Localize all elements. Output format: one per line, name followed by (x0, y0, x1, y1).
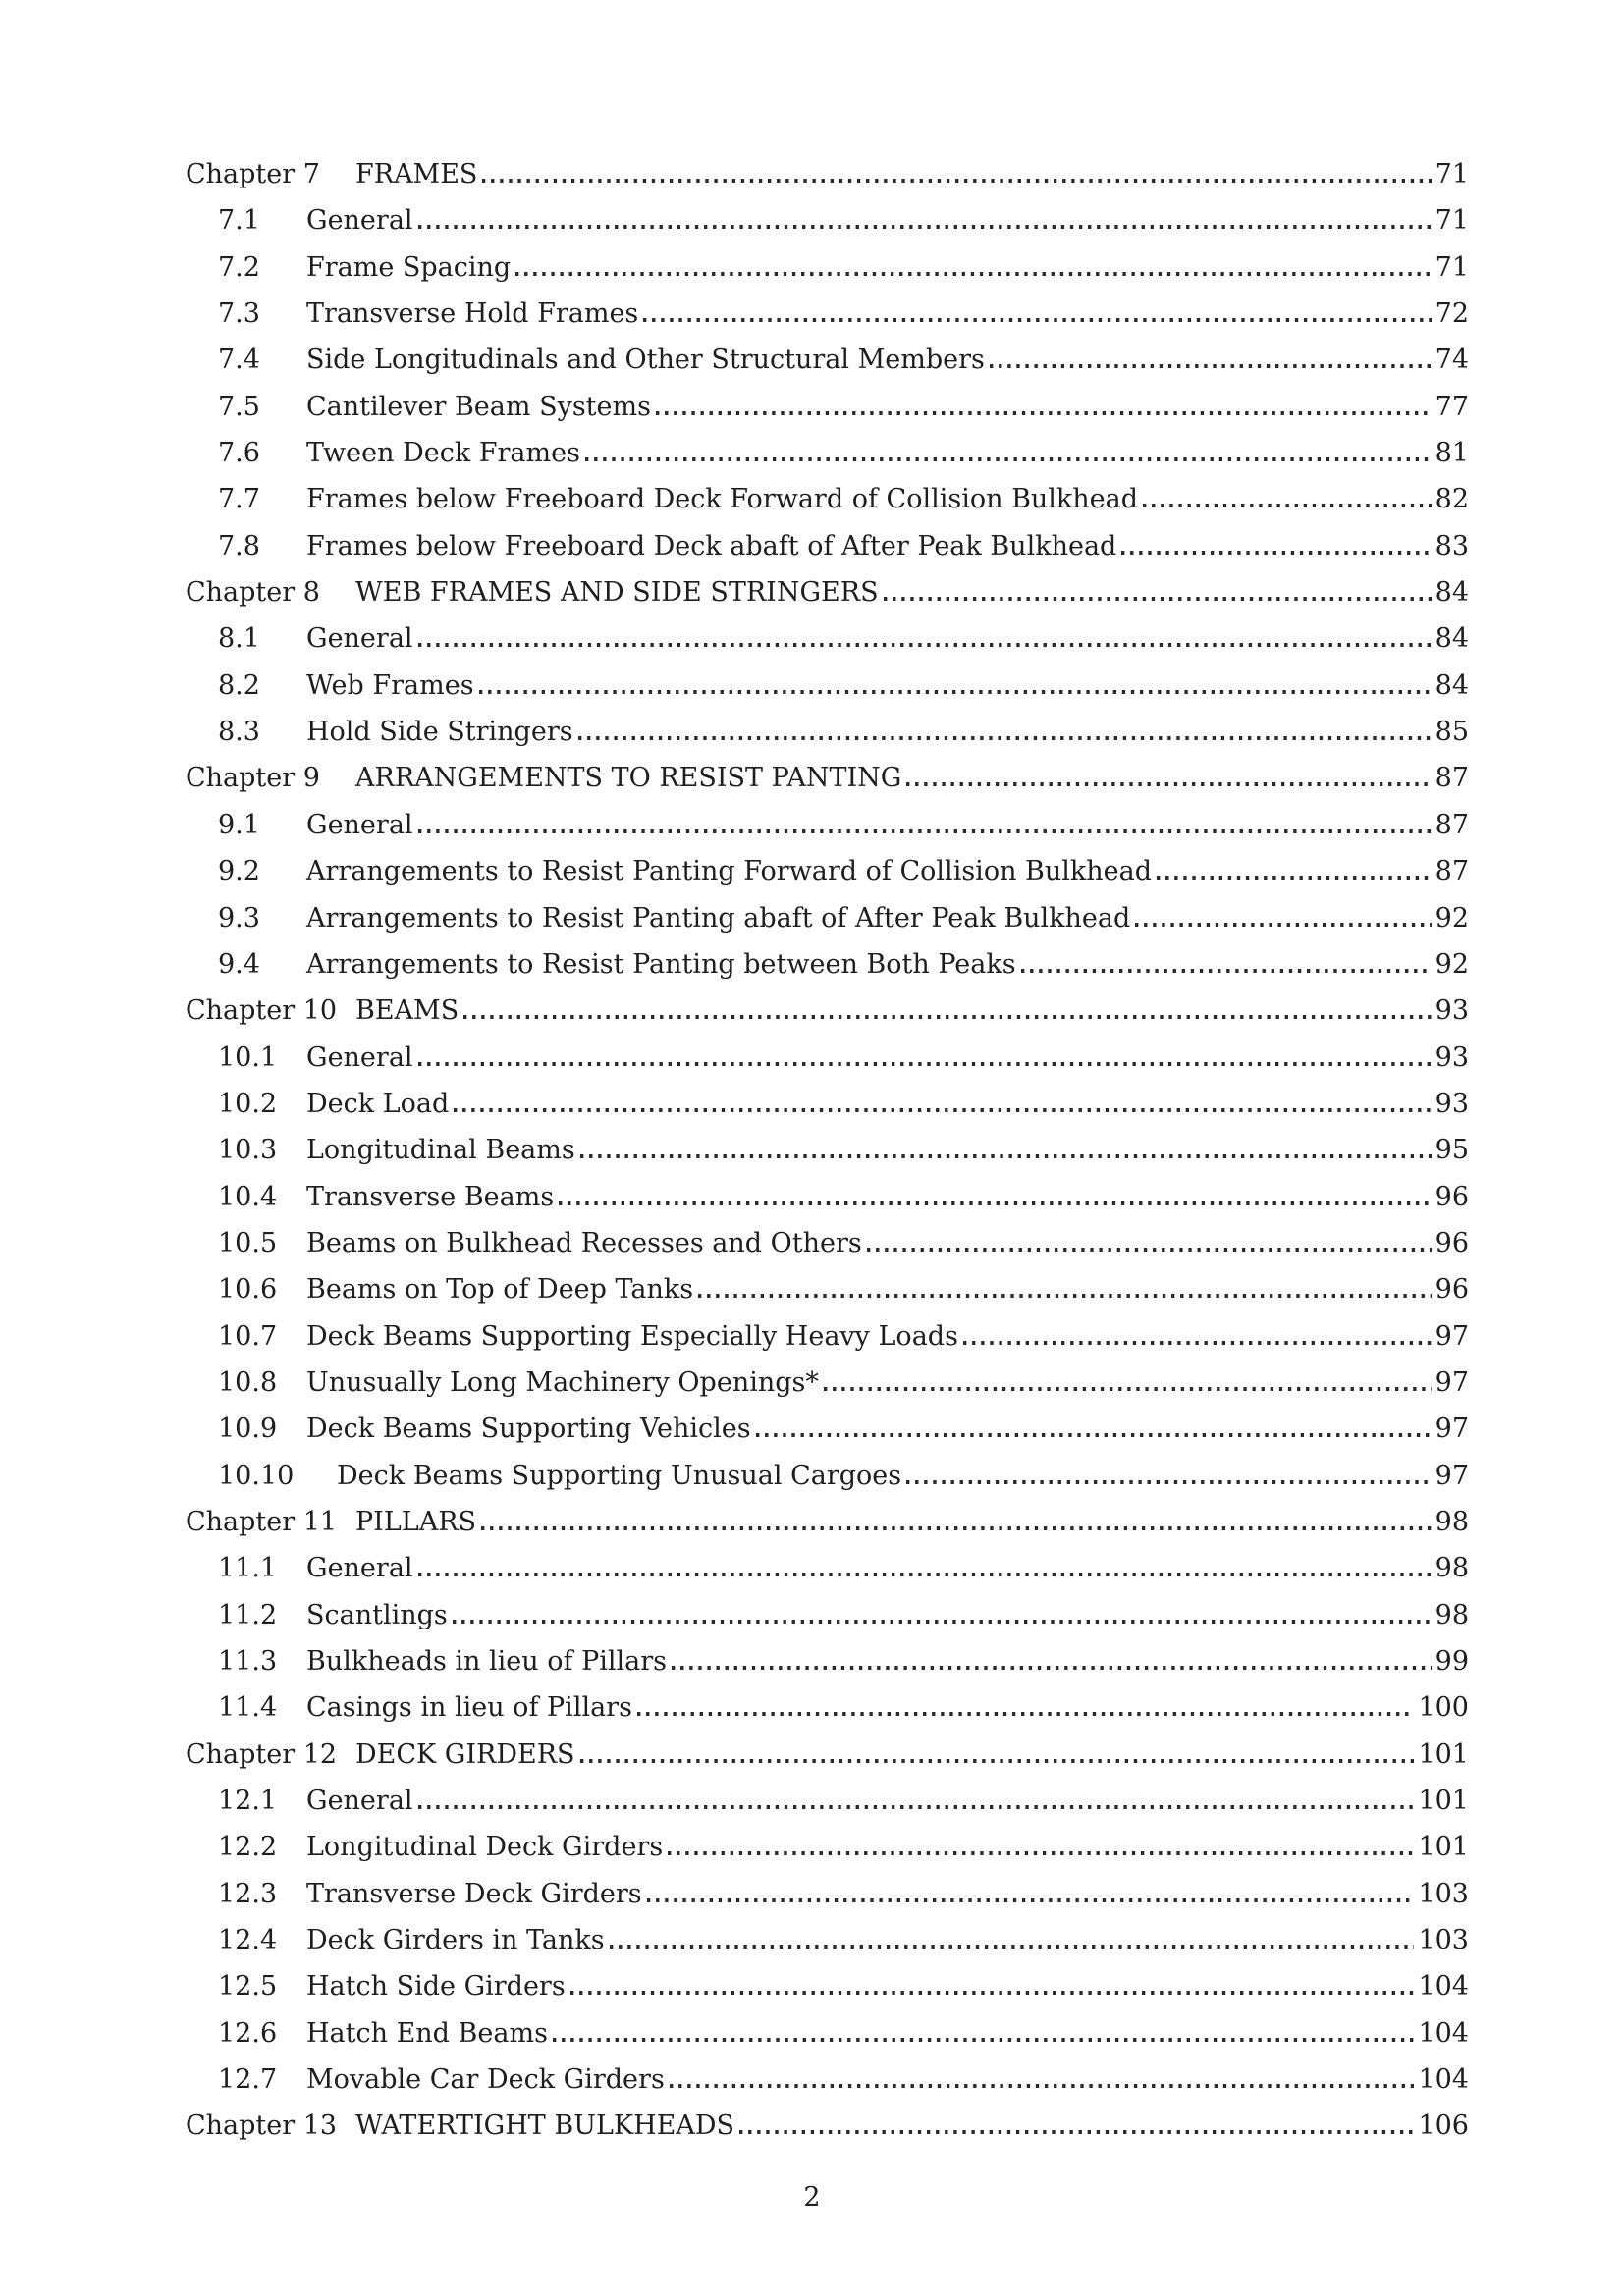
toc-entry[interactable] (186, 1917, 1469, 1963)
page-number: 2 (803, 2182, 821, 2213)
toc-entry-title: General (306, 623, 413, 655)
dot-leader (453, 1620, 1432, 1624)
toc-entry[interactable] (186, 1406, 1469, 1452)
dot-leader (463, 1015, 1431, 1019)
toc-entry[interactable] (186, 384, 1469, 430)
toc-entry-page: 85 (1435, 717, 1469, 748)
toc-entry[interactable] (186, 1824, 1469, 1870)
toc-entry-number: 10.6 (218, 1274, 278, 1306)
toc-entry[interactable] (186, 663, 1469, 709)
toc-entry-title: Longitudinal Deck Girders (306, 1832, 664, 1863)
toc-entry-title: General (306, 1553, 413, 1584)
dot-leader (578, 736, 1432, 740)
toc-entry[interactable] (186, 1035, 1469, 1081)
toc-entry-title: Deck Beams Supporting Vehicles (306, 1414, 751, 1445)
toc-entry-number: 7.2 (218, 251, 260, 283)
toc-entry-number: 11.3 (218, 1646, 278, 1677)
dot-leader (418, 1805, 1415, 1809)
toc-entry-title: Deck Beams Supporting Unusual Cargoes (337, 1460, 902, 1491)
toc-entry-page: 97 (1435, 1320, 1469, 1352)
toc-entry-page: 96 (1435, 1227, 1469, 1258)
toc-entry-title: General (306, 1786, 413, 1817)
toc-entry-title: Transverse Hold Frames (306, 298, 639, 330)
toc-entry-page: 92 (1435, 902, 1469, 934)
toc-entry[interactable] (186, 569, 1469, 615)
toc-entry-page: 87 (1435, 763, 1469, 794)
toc-entry[interactable] (186, 1545, 1469, 1591)
toc-entry-title: Web Frames (306, 669, 474, 701)
toc-entry[interactable] (186, 1963, 1469, 2009)
dot-leader (418, 1062, 1432, 1066)
toc-entry-number: 7.6 (218, 438, 260, 469)
toc-entry-page: 97 (1435, 1366, 1469, 1398)
toc-entry-title: General (306, 205, 413, 237)
toc-entry-title: Tween Deck Frames (306, 438, 580, 469)
dot-leader (580, 1154, 1432, 1158)
toc-entry-number: 7.8 (218, 530, 260, 561)
toc-entry-number: Chapter 12 (186, 1738, 338, 1770)
toc-entry-number: 7.7 (218, 484, 260, 515)
toc-entry-number: 11.2 (218, 1599, 278, 1630)
toc-entry-title: Bulkheads in lieu of Pillars (306, 1646, 668, 1677)
toc-entry-title: BEAMS (355, 995, 460, 1027)
toc-entry-title: Deck Girders in Tanks (306, 1925, 605, 1956)
toc-entry-title: Arrangements to Resist Panting Forward of Collision Bulkhead (306, 856, 1153, 887)
toc-entry-number: 8.2 (218, 669, 260, 701)
toc-entry[interactable] (186, 848, 1469, 894)
toc-entry-number: 7.1 (218, 205, 260, 237)
dot-leader (963, 1341, 1432, 1345)
dot-leader (884, 597, 1432, 601)
toc-entry-number: 11.1 (218, 1553, 278, 1584)
dot-leader (906, 1480, 1432, 1484)
toc-entry[interactable] (186, 244, 1469, 291)
toc-entry-title: Deck Load (306, 1088, 450, 1119)
dot-leader (585, 457, 1432, 461)
toc-entry-page: 99 (1435, 1646, 1469, 1677)
toc-entry-page: 97 (1435, 1460, 1469, 1491)
dot-leader (515, 272, 1431, 276)
toc-entry-title: Frames below Freeboard Deck Forward of Collision Bulkhead (306, 484, 1139, 515)
toc-entry-page: 104 (1418, 1971, 1469, 2002)
toc-entry[interactable] (186, 1174, 1469, 1220)
toc-entry-title: Arrangements to Resist Panting abaft of After Peak Bulkhead (306, 902, 1131, 934)
toc-entry-title: Unusually Long Machinery Openings* (306, 1366, 819, 1398)
toc-entry-number: Chapter 10 (186, 995, 338, 1027)
toc-entry-page: 84 (1435, 577, 1469, 609)
toc-entry-title: Hatch End Beams (306, 2017, 548, 2049)
toc-entry-title: Longitudinal Beams (306, 1135, 575, 1166)
toc-entry-title: Transverse Deck Girders (306, 1878, 642, 1909)
toc-entry-title: PILLARS (355, 1506, 477, 1537)
toc-entry-number: 12.4 (218, 1925, 278, 1956)
toc-entry-page: 71 (1435, 205, 1469, 237)
toc-entry-title: Casings in lieu of Pillars (306, 1692, 632, 1724)
toc-entry-number: 8.3 (218, 717, 260, 748)
toc-entry-page: 71 (1435, 159, 1469, 189)
dot-leader (481, 1526, 1432, 1530)
dot-leader (867, 1248, 1432, 1252)
toc-entry[interactable] (186, 2103, 1469, 2149)
dot-leader (580, 1759, 1415, 1763)
toc-entry-title: WATERTIGHT BULKHEADS (355, 2110, 734, 2142)
toc-entry[interactable] (186, 1360, 1469, 1406)
dot-leader (482, 179, 1431, 183)
toc-entry-number: 10.7 (218, 1320, 278, 1352)
toc-entry-page: 103 (1418, 1925, 1469, 1956)
toc-entry[interactable] (186, 1453, 1469, 1499)
toc-entry-page: 84 (1435, 623, 1469, 655)
toc-entry-page: 98 (1435, 1599, 1469, 1630)
toc-entry-number: Chapter 7 (186, 159, 320, 189)
toc-entry-number: Chapter 13 (186, 2110, 338, 2142)
toc-entry-number: 10.3 (218, 1135, 278, 1166)
toc-entry-page: 96 (1435, 1181, 1469, 1212)
dot-leader (670, 2084, 1415, 2088)
toc-entry-number: 10.8 (218, 1366, 278, 1398)
toc-entry-number: 9.2 (218, 856, 260, 887)
toc-entry-page: 95 (1435, 1135, 1469, 1166)
toc-entry-number: 12.7 (218, 2064, 278, 2096)
toc-entry-number: 12.1 (218, 1786, 278, 1817)
toc-entry-number: 9.1 (218, 809, 260, 840)
toc-entry[interactable] (186, 895, 1469, 941)
toc-entry[interactable] (186, 1499, 1469, 1545)
dot-leader (672, 1666, 1432, 1670)
toc-entry-title: Hatch Side Girders (306, 1971, 566, 2002)
toc-entry-page: 87 (1435, 856, 1469, 887)
toc-entry-title: General (306, 1041, 413, 1073)
table-of-contents (186, 151, 1469, 2150)
toc-entry-title: Frames below Freeboard Deck abaft of After Peak Bulkhead (306, 530, 1117, 561)
toc-entry-page: 93 (1435, 1088, 1469, 1119)
toc-entry-number: Chapter 8 (186, 577, 320, 609)
dot-leader (418, 829, 1432, 833)
dot-leader (570, 1991, 1415, 1995)
toc-entry-page: 84 (1435, 669, 1469, 701)
toc-entry-page: 71 (1435, 251, 1469, 283)
dot-leader (739, 2130, 1414, 2134)
toc-entry-number: 10.4 (218, 1181, 278, 1212)
toc-entry-title: Transverse Beams (306, 1181, 555, 1212)
toc-entry[interactable] (186, 151, 1469, 197)
toc-entry[interactable] (186, 755, 1469, 801)
toc-entry-number: 9.4 (218, 948, 260, 980)
toc-entry-page: 82 (1435, 484, 1469, 515)
toc-entry[interactable] (186, 1220, 1469, 1266)
toc-entry-title: Beams on Top of Deep Tanks (306, 1274, 694, 1306)
toc-entry-title: Cantilever Beam Systems (306, 391, 651, 422)
dot-leader (698, 1294, 1432, 1298)
dot-leader (553, 2038, 1415, 2042)
toc-entry-number: 8.1 (218, 623, 260, 655)
toc-entry[interactable] (186, 291, 1469, 337)
toc-entry-title: Scantlings (306, 1599, 448, 1630)
toc-entry-title: Deck Beams Supporting Especially Heavy Loads (306, 1320, 958, 1352)
dot-leader (756, 1433, 1432, 1437)
toc-entry-page: 97 (1435, 1414, 1469, 1445)
toc-entry-number: 10.9 (218, 1414, 278, 1445)
toc-entry-title: WEB FRAMES AND SIDE STRINGERS (355, 577, 879, 609)
toc-entry-title: FRAMES (355, 159, 478, 189)
toc-entry[interactable] (186, 1638, 1469, 1684)
toc-entry-page: 101 (1418, 1786, 1469, 1817)
toc-entry[interactable] (186, 523, 1469, 569)
toc-entry-number: 11.4 (218, 1692, 278, 1724)
toc-entry[interactable] (186, 802, 1469, 848)
toc-entry-number: 7.4 (218, 345, 260, 376)
dot-leader (1021, 969, 1432, 973)
dot-leader (647, 1898, 1415, 1902)
toc-entry-title: Hold Side Stringers (306, 717, 573, 748)
toc-entry-number: Chapter 11 (186, 1506, 338, 1537)
toc-entry[interactable] (186, 197, 1469, 243)
toc-entry-page: 81 (1435, 438, 1469, 469)
toc-entry-number: 12.5 (218, 1971, 278, 2002)
dot-leader (1121, 551, 1431, 555)
toc-entry-page: 98 (1435, 1506, 1469, 1537)
dot-leader (559, 1201, 1431, 1205)
dot-leader (637, 1712, 1415, 1716)
toc-entry[interactable] (186, 1732, 1469, 1778)
toc-entry-number: Chapter 9 (186, 763, 320, 794)
toc-entry-page: 93 (1435, 1041, 1469, 1073)
toc-entry-number: 12.2 (218, 1832, 278, 1863)
dot-leader (824, 1387, 1432, 1391)
toc-entry[interactable] (186, 1871, 1469, 1917)
dot-leader (610, 1945, 1415, 1949)
toc-entry-page: 74 (1435, 345, 1469, 376)
toc-entry-page: 96 (1435, 1274, 1469, 1306)
toc-entry-title: DECK GIRDERS (355, 1738, 575, 1770)
toc-entry-page: 104 (1418, 2064, 1469, 2096)
toc-entry-number: 7.5 (218, 391, 260, 422)
toc-entry-title: Frame Spacing (306, 251, 512, 283)
toc-entry[interactable] (186, 2056, 1469, 2103)
toc-entry-page: 100 (1418, 1692, 1469, 1724)
toc-entry-page: 72 (1435, 298, 1469, 330)
toc-entry-number: 9.3 (218, 902, 260, 934)
toc-entry[interactable] (186, 476, 1469, 522)
dot-leader (454, 1108, 1431, 1112)
dot-leader (418, 643, 1432, 647)
dot-leader (668, 1851, 1414, 1855)
toc-entry-title: Beams on Bulkhead Recesses and Others (306, 1227, 862, 1258)
dot-leader (906, 782, 1431, 786)
toc-entry-page: 103 (1418, 1878, 1469, 1909)
toc-entry[interactable] (186, 941, 1469, 988)
dot-leader (418, 1573, 1432, 1576)
dot-leader (479, 690, 1432, 694)
toc-entry-page: 101 (1418, 1832, 1469, 1863)
toc-entry-number: 12.6 (218, 2017, 278, 2049)
dot-leader (656, 411, 1432, 415)
toc-entry[interactable] (186, 1778, 1469, 1824)
toc-entry-title: Side Longitudinals and Other Structural Members (306, 345, 985, 376)
dot-leader (1157, 876, 1432, 880)
toc-entry[interactable] (186, 1684, 1469, 1731)
toc-entry-number: 10.10 (218, 1460, 295, 1491)
toc-entry[interactable] (186, 988, 1469, 1034)
toc-entry[interactable] (186, 1592, 1469, 1638)
toc-entry-number: 10.5 (218, 1227, 278, 1258)
dot-leader (643, 318, 1431, 322)
toc-entry-page: 101 (1418, 1738, 1469, 1770)
toc-entry[interactable] (186, 615, 1469, 662)
toc-entry-title: Arrangements to Resist Panting between Both Peaks (306, 948, 1016, 980)
dot-leader (1143, 504, 1432, 507)
toc-entry-title: ARRANGEMENTS TO RESIST PANTING (355, 763, 902, 794)
toc-entry-number: 10.2 (218, 1088, 278, 1119)
toc-entry-page: 98 (1435, 1553, 1469, 1584)
toc-entry-title: General (306, 809, 413, 840)
toc-entry-page: 106 (1418, 2110, 1469, 2142)
toc-entry[interactable] (186, 709, 1469, 755)
toc-entry[interactable] (186, 1081, 1469, 1127)
toc-entry-number: 12.3 (218, 1878, 278, 1909)
toc-entry-page: 93 (1435, 995, 1469, 1027)
toc-entry[interactable] (186, 1313, 1469, 1360)
toc-entry-page: 104 (1418, 2017, 1469, 2049)
toc-entry-page: 77 (1435, 391, 1469, 422)
toc-entry-title: Movable Car Deck Girders (306, 2064, 665, 2096)
toc-entry[interactable] (186, 2010, 1469, 2056)
dot-leader (990, 364, 1432, 368)
toc-entry[interactable] (186, 1127, 1469, 1173)
toc-entry-page: 87 (1435, 809, 1469, 840)
toc-entry[interactable] (186, 430, 1469, 476)
toc-entry[interactable] (186, 1266, 1469, 1312)
toc-entry-page: 83 (1435, 530, 1469, 561)
dot-leader (1135, 923, 1431, 927)
toc-entry-page: 92 (1435, 948, 1469, 980)
toc-entry[interactable] (186, 337, 1469, 383)
toc-entry-number: 10.1 (218, 1041, 278, 1073)
toc-entry-number: 7.3 (218, 298, 260, 330)
dot-leader (418, 225, 1432, 229)
